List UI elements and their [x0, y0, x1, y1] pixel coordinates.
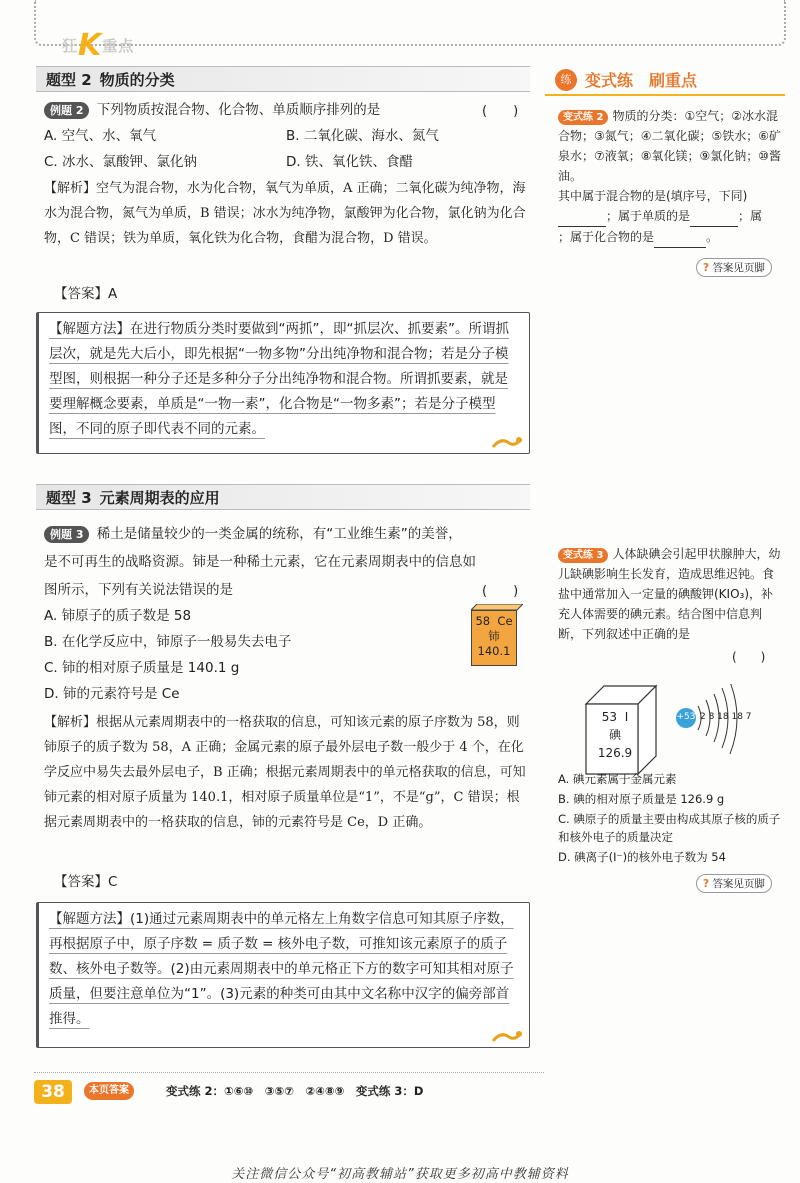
answer-3: 【答案】C [54, 874, 118, 890]
example-3-question: 例题 3 稀土是储量较少的一类金属的统称，有“工业维生素”的美誉， [44, 524, 462, 544]
answer-link[interactable]: ? 答案见页脚 [696, 874, 772, 893]
option-d: D. 铁、氧化铁、食醋 [286, 154, 413, 170]
header-frame [34, 0, 786, 46]
cerium-element-cell: 58 Ce 铈 140.1 [471, 610, 517, 666]
squirrel-icon [491, 435, 523, 449]
analysis-3: 【解析】根据从元素周期表中的一格获取的信息，可知该元素的原子序数为 58，则铈原子的质子数为 58，A 正确；金属元素的原子最外层电子数一般少于 4 个，在化学反应中易失去最外层电子，B 正确；根据元素周期表中的单元格获取的信息，可知铈元素的相对原子质量为 140.1，相对原子质量单位是“1”，不是“g”，C 错误；根据元素周期表中的一格获取的信息，铈的元素符号是 Ce，D 正确。 [44, 715, 526, 830]
option-d: D. 铈的元素符号是 Ce [44, 686, 180, 702]
v3-option-d: D. 碘离子(I⁻)的核外电子数为 54 [558, 850, 726, 864]
answer-paren-3: ( ) [482, 584, 519, 599]
squirrel-icon [491, 1029, 523, 1043]
option-c: C. 铈的相对原子质量是 140.1 g [44, 660, 240, 676]
option-c: C. 冰水、氯酸钾、氯化钠 [44, 154, 198, 170]
wechat-notice: 关注微信公众号“初高教辅站”获取更多初高中教辅资料 [231, 1167, 569, 1182]
option-a: A. 空气、水、氧气 [44, 128, 157, 144]
analysis-2: 【解析】空气为混合物，水为化合物，氧气为单质，A 正确；二氧化碳为纯净物，海水为混合物，氮气为单质，B 错误；冰水为纯净物，氯酸钾为化合物，氯化钠为化合物，C 错误；铁为单质，氧化铁为化合物，食醋为混合物，D 错误。 [44, 181, 526, 246]
example-3-line-2: 是不可再生的战略资源。铈是一种稀土元素，它在元素周期表中的信息如 [44, 554, 476, 570]
example-2-question: 例题 2 下列物质按混合物、化合物、单质顺序排列的是 [44, 100, 380, 120]
answer-link[interactable]: ? 答案见页脚 [696, 258, 772, 277]
method-text: 【解题方法】在进行物质分类时要做到“两抓”，即“抓层次、抓要素”。所谓抓层次，就是先大后小，即先根据“一物多物”分出纯净物和混合物；若是分子模型图，则根据一种分子还是多种分子分出纯净物和混合物。所谓抓要素，就是要理解概念要素，单质是“一物一素”，化合物是“一物多素”；若是分子模型图，不同的原子即代表不同的元素。 [49, 321, 509, 437]
option-b: B. 二氧化碳、海水、氮气 [286, 128, 439, 144]
page-number: 38 [34, 1080, 72, 1104]
method-text: 【解题方法】(1)通过元素周期表中的单元格左上角数字信息可知其原子序数，再根据原子中，原子序数 = 质子数 = 核外电子数，可推知该元素原子的质子数、核外电子数等。(2)由元素周期表中的单元格正下方的数字可知其相对原子质量，但要注意单位为“1”。(3)元素的种类可由其中文名称中汉字的偏旁部首推得。 [49, 911, 514, 1027]
answer-paren-v3: ( ) [732, 650, 766, 664]
v3-option-c: C. 碘原子的质量主要由构成其原子核的质子和核外电子的质量决定 [558, 812, 781, 844]
option-a: A. 铈原子的质子数是 58 [44, 608, 192, 624]
footer-divider [34, 1072, 544, 1073]
v3-option-a: A. 碘元素属于金属元素 [558, 772, 677, 786]
example-3-line-3: 图所示，下列有关说法错误的是 [44, 582, 233, 598]
method-box-3 [36, 902, 530, 1048]
section-3-heading: 题型 3 元素周期表的应用 [36, 484, 530, 510]
practice-icon: 练 [555, 69, 577, 91]
option-b: B. 在化学反应中，铈原子一般易失去电子 [44, 634, 292, 650]
answer-paren: ( ) [482, 104, 519, 119]
method-box-2 [36, 312, 530, 454]
iodine-element-cell: 53 I 碘 126.9 [597, 710, 633, 760]
nucleus-label: +53 [676, 712, 696, 722]
electron-shells: 2 8 18 18 7 [700, 712, 752, 722]
page-answer-badge: 本页答案 [84, 1082, 134, 1100]
section-2-heading: 题型 2 物质的分类 [36, 66, 530, 92]
variant-3-question: 变式练 3 人体缺碘会引起甲状腺肿大，幼儿缺碘影响生长发育，造成思维迟钝。食盐中通常加入一定量的碘酸钾(KIO₃)，补充人体需要的碘元素。结合图中信息判断，下列叙述中正确的是 [558, 547, 781, 641]
answer-2: 【答案】A [54, 286, 118, 302]
page-answers: 变式练 2：①⑥⑩ ③⑤⑦ ②④⑧⑨ 变式练 3：D [166, 1084, 424, 1098]
v3-option-b: B. 碘的相对原子质量是 126.9 g [558, 792, 725, 806]
practice-heading: 练 变式练 刷重点 [545, 66, 785, 96]
variant-2-question: 变式练 2 物质的分类：①空气；②冰水混合物；③氮气；④二氧化碳；⑤铁水；⑥矿泉水；⑦液氧；⑧氧化镁；⑨氯化钠；⑩酱油。 其中属于混合物的是(填序号，下同) ；属于单质的是 ；属 ；属于化合物的是 。 [558, 106, 784, 248]
brand-logo: 狂K重点 [62, 28, 135, 63]
